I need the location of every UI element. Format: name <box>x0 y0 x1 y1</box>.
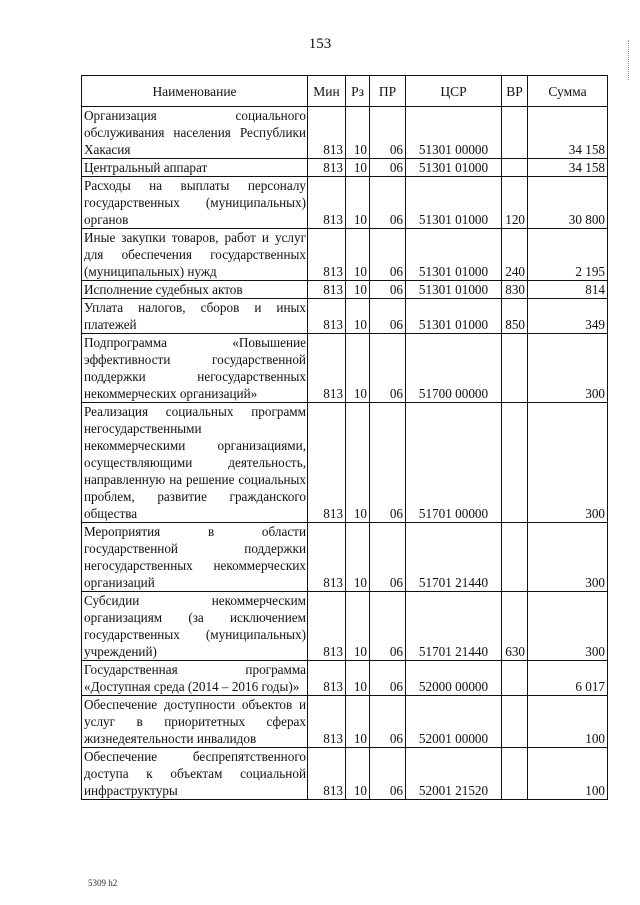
cell-sum: 34 158 <box>528 159 608 177</box>
cell-csr: 51301 00000 <box>406 107 502 159</box>
cell-name: Расходы на выплаты персоналу государственных (муниципальных) органов <box>82 177 308 229</box>
cell-min: 813 <box>308 159 346 177</box>
cell-min: 813 <box>308 334 346 403</box>
cell-csr: 52000 00000 <box>406 661 502 696</box>
cell-csr: 51701 00000 <box>406 403 502 523</box>
footer-code: 5309 h2 <box>88 878 118 888</box>
cell-pr: 06 <box>370 748 406 800</box>
cell-rz: 10 <box>346 748 370 800</box>
cell-min: 813 <box>308 177 346 229</box>
cell-vr: 850 <box>502 299 528 334</box>
cell-sum: 349 <box>528 299 608 334</box>
cell-rz: 10 <box>346 403 370 523</box>
cell-pr: 06 <box>370 229 406 281</box>
table-row <box>82 177 608 229</box>
cell-csr: 51301 01000 <box>406 159 502 177</box>
cell-name: Уплата налогов, сборов и иных платежей <box>82 299 308 334</box>
cell-csr: 51701 21440 <box>406 523 502 592</box>
header-name: Наименование <box>82 76 308 107</box>
cell-csr: 51301 01000 <box>406 229 502 281</box>
header-rz: Рз <box>346 76 370 107</box>
cell-vr <box>502 334 528 403</box>
header-vr: ВР <box>502 76 528 107</box>
cell-rz: 10 <box>346 299 370 334</box>
cell-csr: 52001 00000 <box>406 696 502 748</box>
cell-csr: 52001 21520 <box>406 748 502 800</box>
table-header-row <box>82 76 608 107</box>
cell-rz: 10 <box>346 696 370 748</box>
cell-rz: 10 <box>346 177 370 229</box>
cell-sum: 100 <box>528 748 608 800</box>
cell-sum: 300 <box>528 403 608 523</box>
cell-pr: 06 <box>370 592 406 661</box>
cell-min: 813 <box>308 281 346 299</box>
cell-vr <box>502 748 528 800</box>
header-pr: ПР <box>370 76 406 107</box>
table-body <box>82 107 608 800</box>
cell-csr: 51701 21440 <box>406 592 502 661</box>
table-row <box>82 107 608 159</box>
cell-csr: 51301 01000 <box>406 281 502 299</box>
table-row <box>82 696 608 748</box>
cell-sum: 100 <box>528 696 608 748</box>
cell-pr: 06 <box>370 661 406 696</box>
cell-vr: 830 <box>502 281 528 299</box>
cell-name: Организация социального обслуживания населения Республики Хакасия <box>82 107 308 159</box>
cell-vr <box>502 661 528 696</box>
cell-vr <box>502 523 528 592</box>
cell-name: Иные закупки товаров, работ и услуг для обеспечения государственных (муниципальных) нужд <box>82 229 308 281</box>
cell-sum: 814 <box>528 281 608 299</box>
cell-name: Государственная программа «Доступная среда (2014 – 2016 годы)» <box>82 661 308 696</box>
cell-sum: 34 158 <box>528 107 608 159</box>
cell-vr <box>502 107 528 159</box>
cell-name: Реализация социальных программ негосударственными некоммерческими организациями, осуществляющими деятельность, направленную на решение социальных проблем, развитие гражданского общества <box>82 403 308 523</box>
cell-vr: 240 <box>502 229 528 281</box>
cell-min: 813 <box>308 696 346 748</box>
table-row <box>82 403 608 523</box>
cell-min: 813 <box>308 748 346 800</box>
table-row <box>82 592 608 661</box>
table-row <box>82 159 608 177</box>
cell-rz: 10 <box>346 334 370 403</box>
page-number: 153 <box>308 36 332 52</box>
cell-min: 813 <box>308 592 346 661</box>
cell-name: Обеспечение беспрепятственного доступа к объектам социальной инфраструктуры <box>82 748 308 800</box>
cell-sum: 6 017 <box>528 661 608 696</box>
cell-name: Центральный аппарат <box>82 159 308 177</box>
cell-pr: 06 <box>370 696 406 748</box>
cell-rz: 10 <box>346 592 370 661</box>
cell-vr: 630 <box>502 592 528 661</box>
cell-min: 813 <box>308 523 346 592</box>
table-row <box>82 281 608 299</box>
cell-csr: 51700 00000 <box>406 334 502 403</box>
cell-name: Мероприятия в области государственной поддержки негосударственных некоммерческих организаций <box>82 523 308 592</box>
cell-csr: 51301 01000 <box>406 177 502 229</box>
cell-vr <box>502 159 528 177</box>
cell-pr: 06 <box>370 403 406 523</box>
table-row <box>82 523 608 592</box>
cell-pr: 06 <box>370 159 406 177</box>
cell-sum: 300 <box>528 592 608 661</box>
cell-rz: 10 <box>346 229 370 281</box>
table-row <box>82 334 608 403</box>
table-row <box>82 299 608 334</box>
cell-name: Субсидии некоммерческим организациям (за исключением государственных (муниципальных) учреждений) <box>82 592 308 661</box>
cell-pr: 06 <box>370 177 406 229</box>
cell-min: 813 <box>308 661 346 696</box>
cell-pr: 06 <box>370 107 406 159</box>
header-min: Мин <box>308 76 346 107</box>
scan-edge-mark <box>628 40 635 80</box>
cell-name: Подпрограмма «Повышение эффективности государственной поддержки негосударственных некоммерческих организаций» <box>82 334 308 403</box>
cell-min: 813 <box>308 229 346 281</box>
cell-min: 813 <box>308 107 346 159</box>
cell-rz: 10 <box>346 159 370 177</box>
cell-name: Исполнение судебных актов <box>82 281 308 299</box>
cell-sum: 30 800 <box>528 177 608 229</box>
cell-pr: 06 <box>370 523 406 592</box>
table-row <box>82 229 608 281</box>
cell-pr: 06 <box>370 281 406 299</box>
cell-sum: 2 195 <box>528 229 608 281</box>
header-sum: Сумма <box>528 76 608 107</box>
cell-rz: 10 <box>346 107 370 159</box>
cell-name: Обеспечение доступности объектов и услуг в приоритетных сферах жизнедеятельности инвалидов <box>82 696 308 748</box>
cell-rz: 10 <box>346 281 370 299</box>
cell-pr: 06 <box>370 299 406 334</box>
cell-vr <box>502 403 528 523</box>
cell-vr <box>502 696 528 748</box>
cell-rz: 10 <box>346 523 370 592</box>
cell-min: 813 <box>308 403 346 523</box>
cell-sum: 300 <box>528 523 608 592</box>
budget-table <box>81 75 608 800</box>
cell-csr: 51301 01000 <box>406 299 502 334</box>
table-row <box>82 661 608 696</box>
header-csr: ЦСР <box>406 76 502 107</box>
table-row <box>82 748 608 800</box>
cell-min: 813 <box>308 299 346 334</box>
cell-sum: 300 <box>528 334 608 403</box>
cell-vr: 120 <box>502 177 528 229</box>
cell-pr: 06 <box>370 334 406 403</box>
cell-rz: 10 <box>346 661 370 696</box>
